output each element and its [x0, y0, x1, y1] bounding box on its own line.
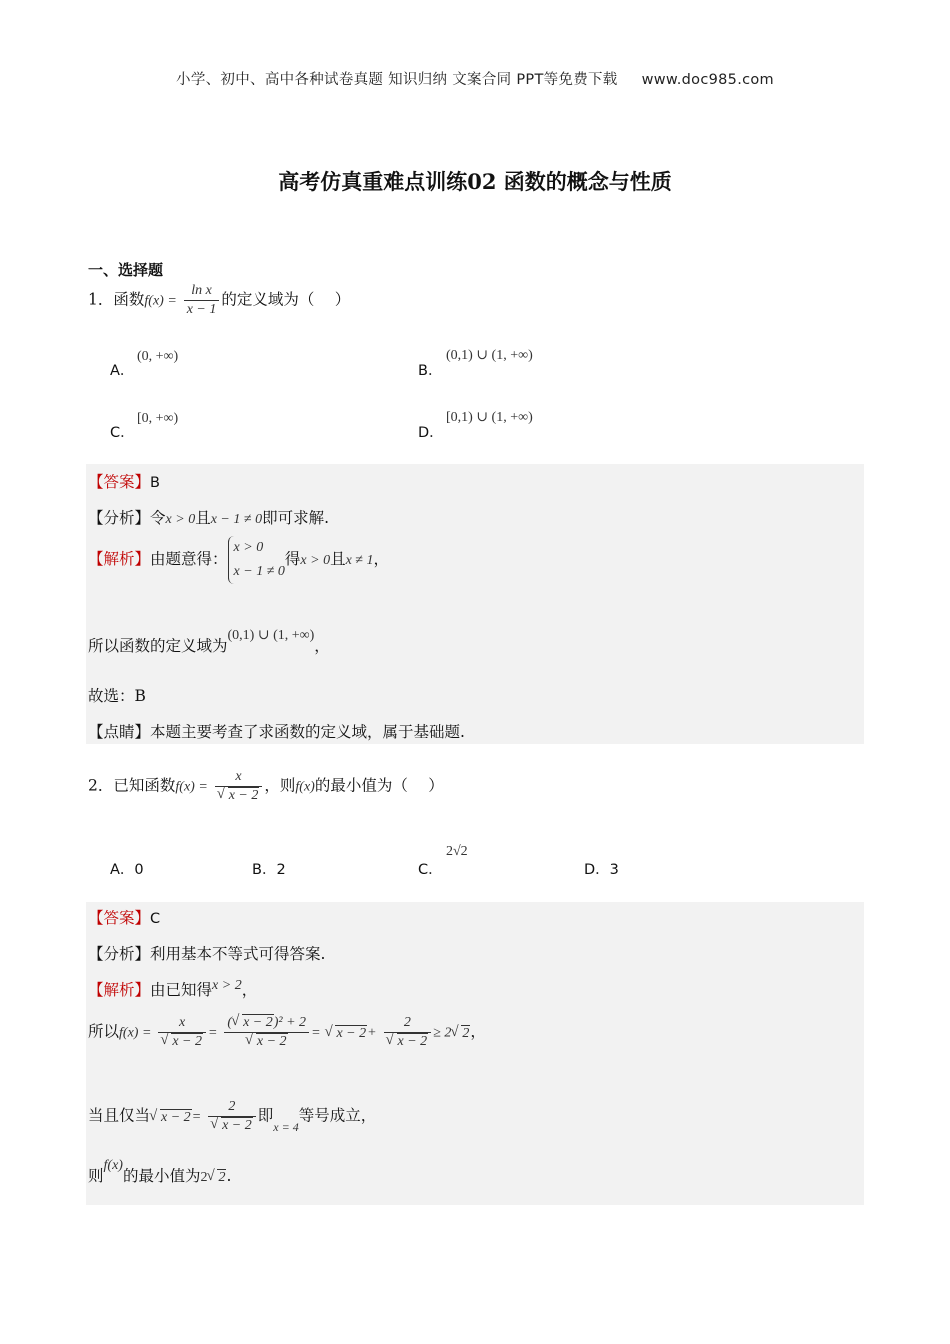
q2-option-c-value: 2√2 [446, 844, 468, 859]
option-label: B． [252, 862, 277, 878]
solution-text: 的最小值为 [122, 1167, 201, 1185]
solution-text: 得 [284, 550, 301, 568]
option-value: 2 [276, 862, 286, 878]
math-fx: f(x) = [119, 1025, 152, 1041]
fraction-numerator: x [158, 1016, 206, 1033]
page-header [0, 68, 950, 89]
q2-option-d[interactable] [584, 858, 619, 879]
q2-option-c[interactable] [418, 858, 443, 879]
radicand: x − 2 [397, 1034, 428, 1049]
sqrt [207, 1170, 226, 1186]
math-expr: x > 0 [300, 553, 331, 568]
q1-answer [88, 470, 160, 492]
math-expr: x = 4 [273, 1119, 299, 1134]
fraction-denominator: x − 1 [186, 302, 217, 317]
question-text-end: 的定义域为（ ） [221, 290, 351, 309]
q1-solution [88, 536, 389, 584]
sqrt [387, 1035, 429, 1049]
question-number: 2． [88, 776, 114, 795]
radicand: x − 2 [222, 1118, 252, 1133]
q2-analysis [88, 942, 325, 964]
fraction-numerator: 2 [384, 1016, 432, 1033]
option-value: 3 [609, 862, 619, 878]
math-fx: f(x) [295, 779, 315, 795]
solution-text: 则 [88, 1167, 104, 1185]
math-op: = [208, 1025, 218, 1041]
q1-comment [88, 720, 465, 742]
answer-value: B [150, 475, 160, 491]
q1-choice-line: 故选：B [88, 687, 146, 705]
q1-option-b-value: (0,1) ∪ (1, +∞) [446, 348, 533, 363]
math-expr: x − 1 ≠ 0 [210, 512, 263, 527]
radicand: x − 2 [172, 1034, 202, 1049]
question-text: ，则 [264, 776, 296, 795]
answer-tag: 【答案】 [88, 473, 151, 491]
radicand: x − 2 [336, 1025, 367, 1041]
math-expr: ² + 2 [278, 1015, 307, 1030]
section-heading: 一、选择题 [88, 261, 164, 279]
q2-option-b[interactable] [252, 858, 286, 879]
sqrt [150, 1110, 192, 1126]
solution-text: ， [241, 981, 258, 999]
solution-text: ， [314, 637, 330, 655]
math-fx: f(x) = [175, 779, 208, 795]
q1-option-c-value: [0, +∞) [137, 411, 179, 426]
q1-option-d[interactable] [418, 421, 444, 442]
analysis-tag: 【分析】 [88, 945, 151, 963]
solution-text: 即 [257, 1106, 274, 1125]
page-title: 高考仿真重难点训练02 函数的概念与性质 [278, 169, 672, 194]
radicand: x − 2 [228, 788, 259, 803]
question-text: 已知函数 [113, 776, 176, 795]
answer-tag: 【答案】 [88, 909, 151, 927]
solution-tag: 【解析】 [88, 550, 151, 568]
answer-value: C [150, 911, 161, 927]
option-label: D． [418, 425, 444, 441]
q2-answer-box [86, 902, 864, 1205]
question-text: 函数 [113, 290, 145, 309]
comment-tag: 【点睛】 [88, 723, 151, 741]
sqrt [218, 789, 260, 803]
fraction [384, 1016, 432, 1049]
sqrt [211, 1119, 253, 1133]
sqrt [325, 1026, 367, 1042]
fraction [184, 284, 220, 317]
option-label: C． [110, 425, 135, 441]
header-site[interactable]: www.doc985.com [641, 72, 774, 88]
option-value: 0 [134, 862, 144, 878]
question-2 [88, 770, 444, 803]
math-expr: (0,1) ∪ (1, +∞) [227, 628, 315, 643]
option-label: D． [584, 862, 610, 878]
question-number: 1． [88, 290, 114, 309]
fraction [158, 1016, 206, 1049]
question-text-end: 的最小值为（ ） [314, 776, 444, 795]
solution-text: . [226, 1167, 232, 1185]
math-expr: x ≠ 1 [345, 553, 374, 568]
math-op: + [367, 1025, 377, 1041]
q2-answer [88, 906, 160, 928]
option-label: B． [418, 363, 443, 379]
option-label: A． [110, 862, 135, 878]
question-1 [88, 284, 350, 317]
math-expr: x > 2 [212, 978, 242, 993]
radicand: x − 2 [256, 1034, 287, 1049]
sqrt [246, 1035, 288, 1049]
fraction [208, 1100, 256, 1133]
radicand: x − 2 [161, 1109, 191, 1125]
equation-system [228, 536, 285, 584]
fraction-numerator: x [215, 770, 263, 787]
option-label: A． [110, 363, 135, 379]
solution-text: 由题意得： [150, 550, 228, 568]
solution-text: 且 [330, 550, 346, 568]
header-text: 小学、初中、高中各种试卷真题 知识归纳 文案合同 PPT等免费下载 [176, 72, 618, 88]
math-expr: x > 0 [165, 512, 196, 527]
radicand: 2 [218, 1170, 226, 1185]
solution-text: 所以函数的定义域为 [88, 637, 228, 655]
q2-option-a[interactable] [110, 858, 144, 879]
math-op: = [191, 1109, 202, 1125]
system-line: x > 0 [233, 540, 264, 555]
q1-option-d-value: [0,1) ∪ (1, +∞) [446, 410, 533, 425]
math-op: ≥ 2 [433, 1025, 452, 1041]
analysis-text: 利用基本不等式可得答案. [150, 945, 326, 963]
fraction: (√ x − 2)² + 2 √ x − 2 [224, 1016, 309, 1049]
analysis-text: 且 [195, 509, 211, 527]
system-line: x − 1 ≠ 0 [233, 564, 285, 579]
q2-equality-condition [88, 1100, 376, 1133]
solution-text: 所以 [88, 1022, 120, 1041]
q2-solution [88, 978, 257, 1000]
q1-option-a[interactable] [110, 359, 134, 380]
solution-text: ， [470, 1022, 486, 1041]
q1-option-a-value: (0, +∞) [137, 349, 179, 364]
radicand: 2 [462, 1025, 470, 1041]
math-expr: 2 [200, 1170, 208, 1185]
math-fx: f(x) = [144, 293, 177, 309]
solution-text: 当且仅当 [88, 1106, 151, 1125]
q2-derivation [88, 1016, 486, 1049]
radicand: x − 2 [243, 1015, 273, 1030]
solution-tag: 【解析】 [88, 981, 151, 999]
option-label: C． [418, 862, 443, 878]
math-op: = [311, 1025, 321, 1041]
q1-answer-box [86, 464, 864, 744]
math-fx: f(x) [103, 1158, 123, 1173]
q1-domain-line [88, 628, 330, 656]
analysis-text: 令 [150, 509, 166, 527]
solution-text: 等号成立， [298, 1106, 377, 1125]
q1-analysis [88, 506, 329, 528]
sqrt [451, 1026, 470, 1042]
analysis-text: 即可求解. [262, 509, 330, 527]
q1-option-c[interactable] [110, 421, 135, 442]
q1-option-b[interactable] [418, 359, 442, 380]
sqrt [161, 1035, 203, 1049]
solution-text: 由已知得 [150, 981, 213, 999]
sqrt [232, 1016, 274, 1030]
analysis-tag: 【分析】 [88, 509, 151, 527]
fraction [215, 770, 263, 803]
solution-text: ， [373, 550, 390, 568]
comment-text: 本题主要考查了求函数的定义域，属于基础题. [150, 723, 465, 741]
fraction-numerator: 2 [208, 1100, 256, 1117]
q2-conclusion [88, 1158, 232, 1186]
fraction-numerator: ln x [184, 284, 220, 301]
